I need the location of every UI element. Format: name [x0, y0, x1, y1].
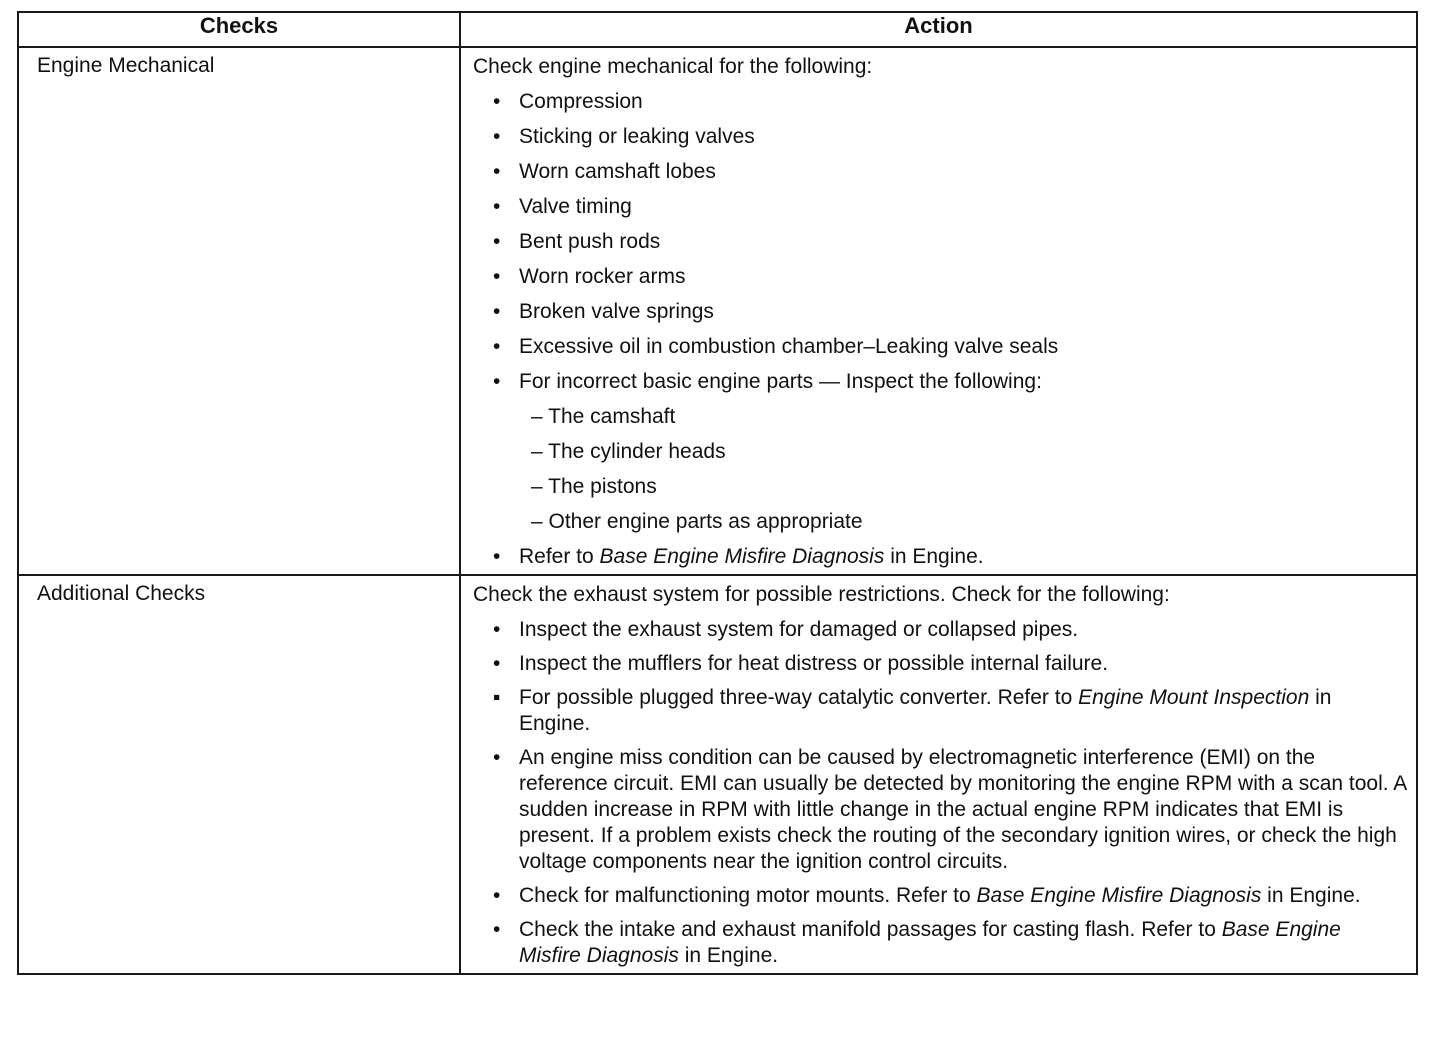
list-item-text: For incorrect basic engine parts — Inspect the following:	[519, 370, 1042, 393]
list-item: • Broken valve springs	[507, 299, 1408, 325]
list-item: • Inspect the mufflers for heat distress or possible internal failure.	[507, 651, 1408, 677]
sub-list-item: – Other engine parts as appropriate	[531, 510, 863, 533]
list-item: • Sticking or leaking valves	[507, 124, 1408, 150]
action-intro: Check engine mechanical for the following:	[473, 55, 873, 78]
dash-list	[519, 404, 1408, 535]
table-row	[18, 47, 1417, 575]
list-item: • Worn rocker arms	[507, 264, 1408, 290]
list-item: • Bent push rods	[507, 229, 1408, 255]
list-item: • Worn camshaft lobes	[507, 159, 1408, 185]
checks-header: Checks	[18, 12, 460, 47]
list-item	[507, 883, 1408, 909]
checks-action-table	[17, 11, 1418, 975]
check-cell: Additional Checks	[18, 575, 460, 974]
reference-link-text: Base Engine Misfire Diagnosis	[519, 918, 1341, 967]
refer-text: Check for malfunctioning motor mounts. Refer to	[519, 884, 977, 907]
refer-text: in Engine.	[519, 686, 1332, 735]
reference-link-text: Engine Mount Inspection	[1078, 686, 1310, 709]
refer-text: For possible plugged three-way catalytic converter. Refer to	[519, 686, 1079, 709]
list-item: • Inspect the exhaust system for damaged or collapsed pipes.	[507, 617, 1408, 643]
header-row	[18, 12, 1417, 47]
table-row	[18, 575, 1417, 974]
list-item: • Compression	[507, 89, 1408, 115]
refer-text: in Engine.	[884, 545, 984, 568]
refer-text: Check the intake and exhaust manifold passages for casting flash. Refer to	[519, 918, 1222, 941]
refer-text: Refer to	[519, 545, 600, 568]
action-intro: Check the exhaust system for possible restrictions. Check for the following:	[473, 583, 1170, 606]
list-item	[507, 917, 1408, 969]
reference-link-text: Base Engine Misfire Diagnosis	[599, 545, 885, 568]
list-item	[507, 544, 1408, 570]
bullet-list	[473, 617, 1408, 969]
sub-list-item: – The camshaft	[531, 405, 676, 428]
list-item	[507, 369, 1408, 535]
list-item: • Excessive oil in combustion chamber–Leaking valve seals	[507, 334, 1408, 360]
bullet-list	[473, 89, 1408, 570]
action-header: Action	[460, 12, 1417, 47]
action-cell	[460, 47, 1417, 575]
action-cell	[460, 575, 1417, 974]
sub-list-item: – The cylinder heads	[531, 440, 726, 463]
reference-link-text: Base Engine Misfire Diagnosis	[976, 884, 1262, 907]
list-item: • An engine miss condition can be caused by electromagnetic interference (EMI) on the reference circuit. EMI can usually be detected by monitoring the engine RPM with a scan tool. A sudden increase in RPM with little change in the actual engine RPM indicates that EMI is present. If a problem exists check the routing of the secondary ignition wires, or check the high voltage components near the ignition control circuits.	[507, 745, 1408, 875]
refer-text: in Engine.	[678, 944, 779, 967]
check-cell: Engine Mechanical	[18, 47, 460, 575]
list-item: • Valve timing	[507, 194, 1408, 220]
sub-list-item: – The pistons	[531, 475, 657, 498]
list-item	[507, 685, 1408, 737]
refer-text: in Engine.	[1261, 884, 1361, 907]
